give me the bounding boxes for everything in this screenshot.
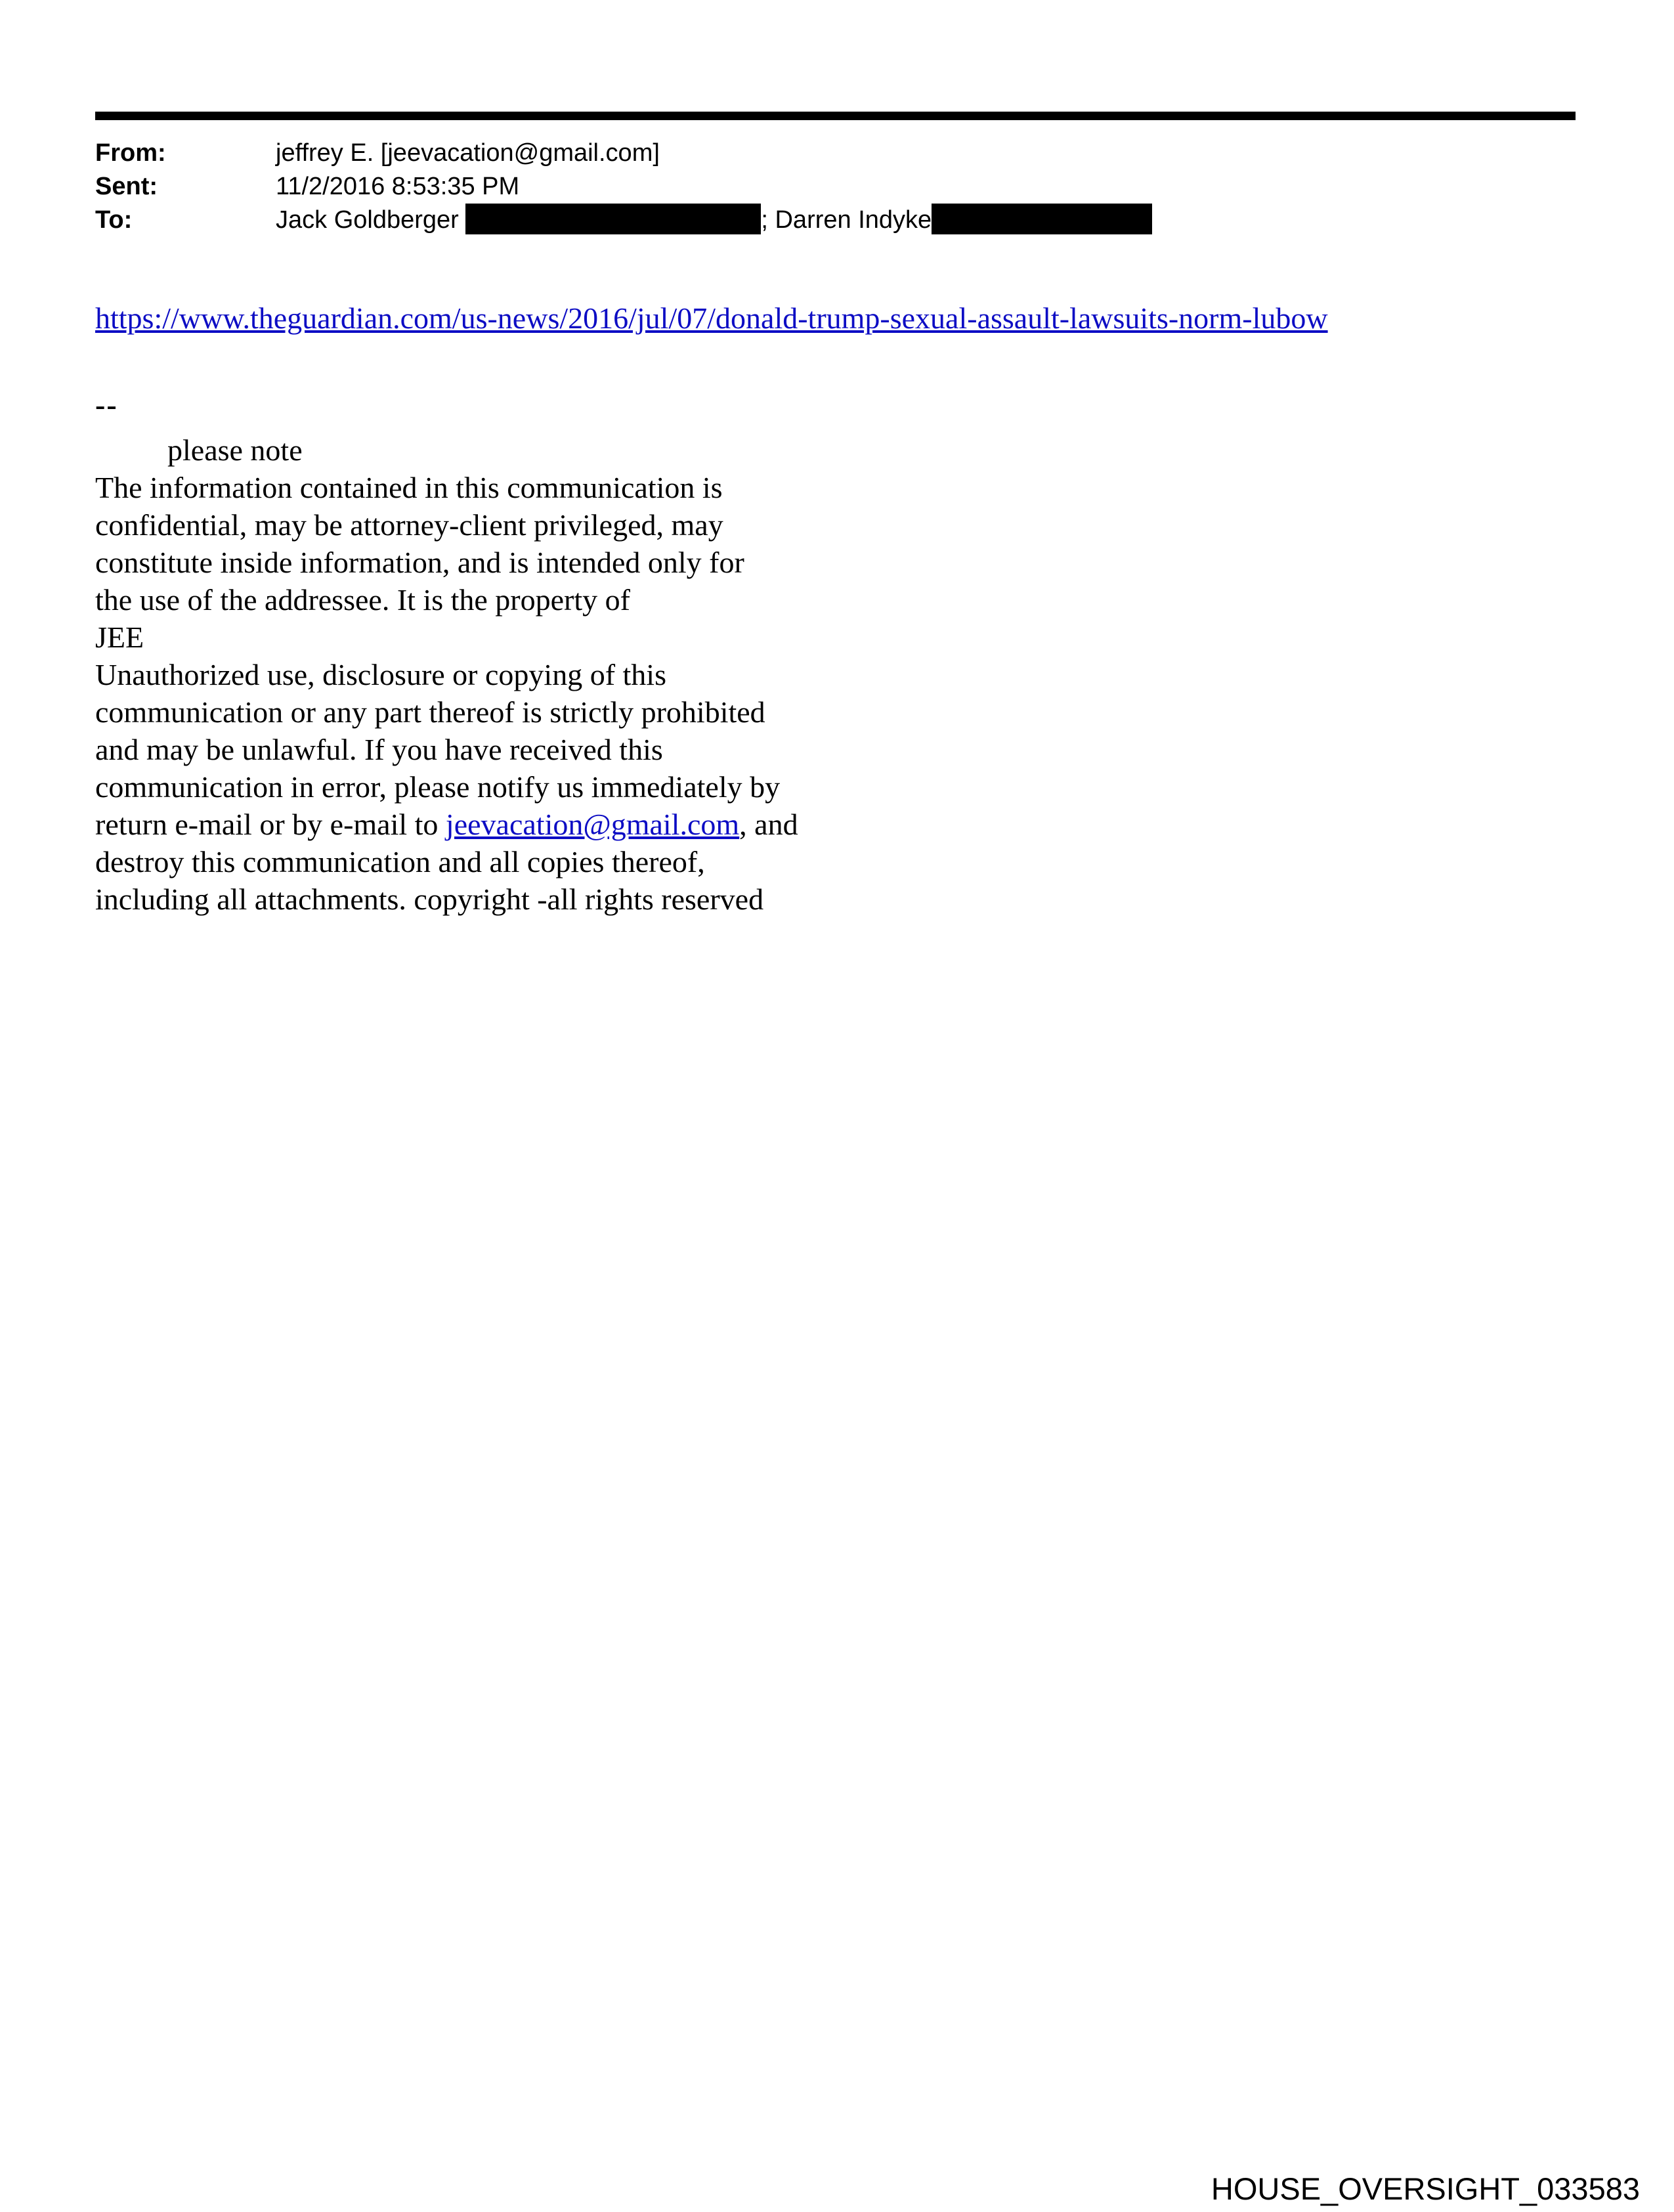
header-row-to — [95, 204, 1605, 237]
redaction-bar — [932, 204, 1152, 234]
header-divider-rule — [95, 112, 1576, 120]
signature-separator: -- — [95, 388, 118, 422]
header-row-sent — [95, 170, 1605, 204]
from-value: jeffrey E. [jeevacation@gmail.com] — [276, 139, 660, 167]
disclaimer-line: communication in error, please notify us immediately by — [95, 770, 781, 804]
jeevacation-email-link[interactable]: jeevacation@gmail.com — [445, 808, 740, 841]
redaction-bar — [465, 204, 761, 234]
sent-label: Sent: — [95, 173, 158, 200]
to-value — [276, 204, 1605, 237]
email-body — [95, 386, 1080, 918]
sent-value: 11/2/2016 8:53:35 PM — [276, 173, 520, 200]
disclaimer-line: destroy this communication and all copies thereof, — [95, 845, 705, 878]
from-label: From: — [95, 139, 166, 167]
disclaimer-line: The information contained in this communication is — [95, 471, 723, 504]
disclaimer-email-line — [95, 806, 1080, 843]
disclaimer-line: the use of the addressee. It is the property of — [95, 583, 630, 617]
to-recipient-1: Jack Goldberger — [276, 206, 466, 234]
header-row-from — [95, 137, 1605, 170]
disclaimer-line: Unauthorized use, disclosure or copying of this — [95, 658, 666, 691]
email-line-suffix: , and — [739, 808, 798, 841]
bates-number: HOUSE_OVERSIGHT_033583 — [1211, 2171, 1640, 2206]
to-recipient-2: ; Darren Indyke — [761, 206, 932, 234]
guardian-article-link[interactable]: https://www.theguardian.com/us-news/2016/jul/07/donald-trump-sexual-assault-lawsuits-norm-lubow — [95, 301, 1328, 335]
disclaimer-line: including all attachments. copyright -all rights reserved — [95, 882, 764, 916]
email-header — [95, 137, 1605, 237]
to-label: To: — [95, 206, 133, 234]
disclaimer-line: JEE — [95, 620, 144, 654]
disclaimer-line: and may be unlawful. If you have received this — [95, 733, 663, 766]
disclaimer-line: confidential, may be attorney-client privileged, may — [95, 508, 723, 542]
disclaimer-line: communication or any part thereof is strictly prohibited — [95, 695, 765, 729]
article-link-line — [95, 301, 1605, 336]
email-line-prefix: return e-mail or by e-mail to — [95, 808, 446, 841]
please-note-line: please note — [167, 433, 303, 467]
disclaimer-line: constitute inside information, and is intended only for — [95, 546, 744, 579]
